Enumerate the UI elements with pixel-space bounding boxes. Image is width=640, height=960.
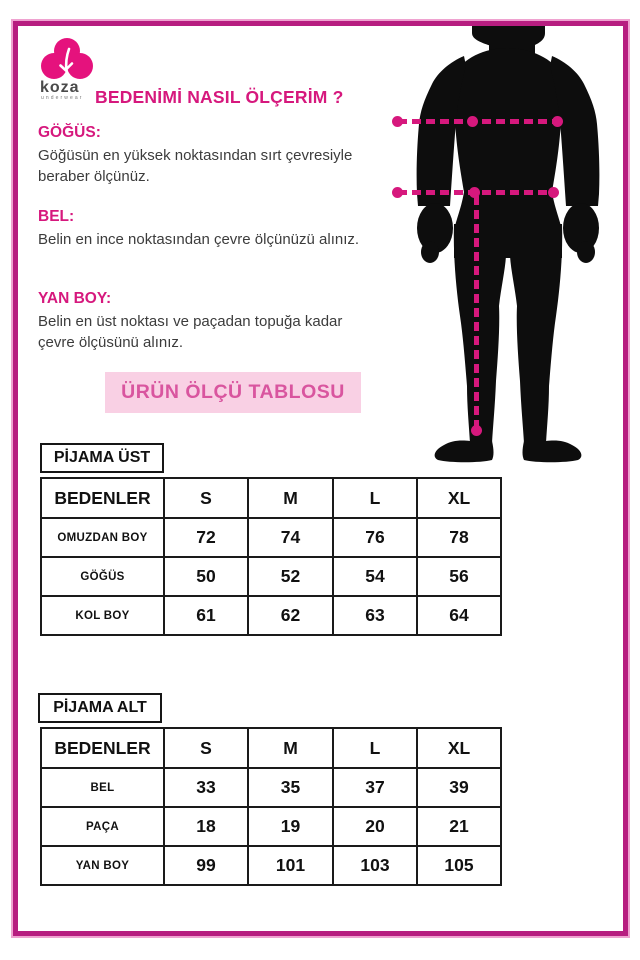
cell-value: 105 [417,846,501,885]
cell-value: 35 [248,768,333,807]
table-row-yan-boy [41,846,501,885]
col-header-l: L [333,478,417,518]
cell-value: 52 [248,557,333,596]
table-row-kol-boy [41,596,501,635]
row-label: GÖĞÜS [41,557,164,596]
col-header-s: S [164,478,248,518]
page-title: BEDENİMİ NASIL ÖLÇERİM ? [95,87,344,107]
cell-value: 101 [248,846,333,885]
side-length-end-dot [471,425,482,436]
instruction-text-bel: Belin en ince noktasından çevre ölçünüzü alınız. [38,231,360,248]
cell-value: 19 [248,807,333,846]
col-header-xl: XL [417,478,501,518]
cell-value: 20 [333,807,417,846]
table-title-pijama-ust: PİJAMA ÜST [40,443,164,473]
cell-value: 76 [333,518,417,557]
col-header-m: M [248,728,333,768]
row-label: YAN BOY [41,846,164,885]
instruction-text-gogus: Göğüsün en yüksek noktasından sırt çevresiyle beraber ölçünüz. [38,147,353,185]
table-header-row [41,728,501,768]
cell-value: 61 [164,596,248,635]
cell-value: 18 [164,807,248,846]
row-label: PAÇA [41,807,164,846]
col-header-m: M [248,478,333,518]
cell-value: 72 [164,518,248,557]
row-label: KOL BOY [41,596,164,635]
table-row-bel [41,768,501,807]
table-row-paca [41,807,501,846]
chest-line-dot-middle [467,116,478,127]
col-header-s: S [164,728,248,768]
instruction-label-yanboy: YAN BOY: [38,290,112,307]
cocoon-trefoil-icon [40,38,94,80]
size-table-pijama-alt [40,727,502,886]
cell-value: 56 [417,557,501,596]
waist-line-dot-left [392,187,403,198]
col-header-l: L [333,728,417,768]
col-header-bedenler: BEDENLER [41,728,164,768]
chest-measure-line [398,119,560,124]
table-header-row [41,478,501,518]
body-silhouette [410,26,625,466]
cell-value: 54 [333,557,417,596]
col-header-bedenler: BEDENLER [41,478,164,518]
cell-value: 37 [333,768,417,807]
side-length-measure-line [474,196,479,426]
cell-value: 33 [164,768,248,807]
chest-line-dot-right [552,116,563,127]
cell-value: 50 [164,557,248,596]
row-label: OMUZDAN BOY [41,518,164,557]
cell-value: 21 [417,807,501,846]
cell-value: 78 [417,518,501,557]
instruction-label-gogus: GÖĞÜS: [38,124,101,141]
brand-subtitle: underwear [41,95,84,101]
cell-value: 99 [164,846,248,885]
row-label: BEL [41,768,164,807]
table-row-omuzdan-boy [41,518,501,557]
col-header-xl: XL [417,728,501,768]
table-title-pijama-alt: PİJAMA ALT [38,693,162,723]
table-row-gogus [41,557,501,596]
instruction-label-bel: BEL: [38,208,75,225]
body-measurement-diagram [410,26,625,466]
cell-value: 63 [333,596,417,635]
chest-line-dot-left [392,116,403,127]
instruction-text-yanboy: Belin en üst noktası ve paçadan topuğa kadar çevre ölçüsünü alınız. [38,313,343,351]
cell-value: 39 [417,768,501,807]
size-table-pijama-ust [40,477,502,636]
cell-value: 62 [248,596,333,635]
cell-value: 74 [248,518,333,557]
waist-line-dot-right [548,187,559,198]
size-table-banner: ÜRÜN ÖLÇÜ TABLOSU [105,372,361,413]
cell-value: 103 [333,846,417,885]
cell-value: 64 [417,596,501,635]
brand-name: koza [40,79,80,96]
